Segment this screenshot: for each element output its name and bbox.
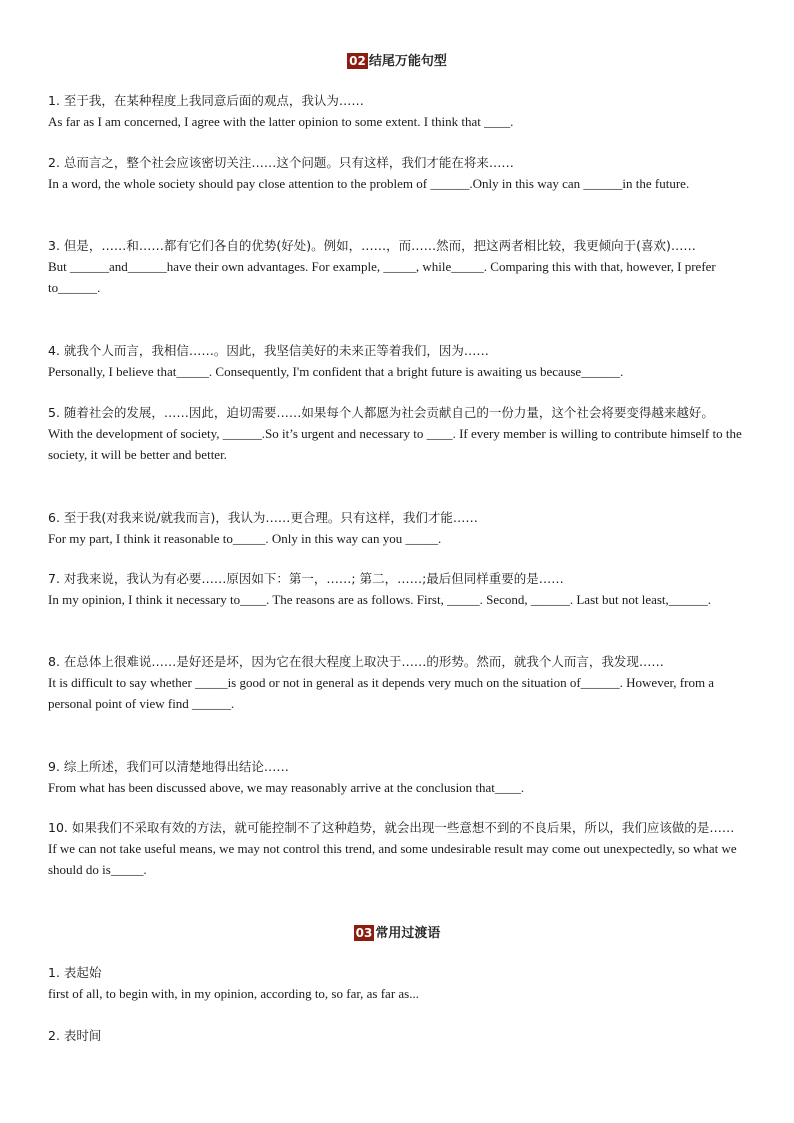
sentence-item-1: [48, 90, 748, 132]
sentence-item-2: [48, 152, 748, 194]
section-number-badge: 03: [355, 926, 373, 940]
english-text: If we can not take useful means, we may not control this trend, and some undesirable result may come out unexpectedly, so what we should do is_____.: [48, 841, 737, 877]
sentence-item-7: [48, 568, 748, 610]
chinese-text: 8. 在总体上很难说……是好还是坏，因为它在很大程度上取决于……的形势。然而，就我个人而言，我发现……: [48, 654, 664, 669]
section-heading-03: [0, 922, 794, 941]
section-heading-02: [0, 50, 794, 69]
chinese-text: 5. 随着社会的发展，……因此，迫切需要……如果每个人都愿为社会贡献自己的一份力量，这个社会将要变得越来越好。: [48, 405, 714, 420]
chinese-text: 2. 总而言之，整个社会应该密切关注……这个问题。只有这样，我们才能在将来……: [48, 155, 514, 170]
english-text: With the development of society, ______.So it’s urgent and necessary to ____. If every member is willing to contribute himself to the society, it will be better and better.: [48, 426, 742, 462]
chinese-text: 2. 表时间: [48, 1028, 102, 1043]
sentence-item-8: [48, 651, 748, 714]
english-text: first of all, to begin with, in my opinion, according to, so far, as far as...: [48, 986, 419, 1001]
sentence-item-3: [48, 235, 748, 298]
chinese-text: 3. 但是，……和……都有它们各自的优势(好处)。例如，……，而……然而，把这两者相比较，我更倾向于(喜欢)……: [48, 238, 696, 253]
chinese-text: 6. 至于我(对我来说/就我而言)，我认为……更合理。只有这样，我们才能……: [48, 510, 478, 525]
chinese-text: 1. 至于我，在某种程度上我同意后面的观点，我认为……: [48, 93, 364, 108]
sentence-item-5: [48, 402, 748, 465]
sentence-item-6: [48, 507, 748, 549]
sentence-item-10: [48, 817, 748, 880]
english-text: For my part, I think it reasonable to_____. Only in this way can you _____.: [48, 531, 442, 546]
english-text: It is difficult to say whether _____is good or not in general as it depends very much on the situation of______. However, from a personal point of view find ______.: [48, 675, 715, 711]
chinese-text: 1. 表起始: [48, 965, 102, 980]
transition-item-2: [48, 1025, 748, 1046]
english-text: Personally, I believe that_____. Consequently, I'm confident that a bright future is awaiting us because______.: [48, 364, 624, 379]
section-title: 常用过渡语: [375, 926, 441, 941]
english-text: But ______and______have their own advantages. For example, _____, while_____. Comparing this with that, however, I prefer to______.: [48, 259, 716, 295]
section-number-badge: 02: [349, 54, 366, 68]
english-text: In a word, the whole society should pay close attention to the problem of ______.Only in this way can ______in the future.: [48, 176, 690, 191]
chinese-text: 4. 就我个人而言，我相信……。因此，我坚信美好的未来正等着我们，因为……: [48, 343, 489, 358]
section-title: 结尾万能句型: [368, 54, 447, 69]
chinese-text: 7. 对我来说，我认为有必要……原因如下：第一，……; 第二，……;最后但同样重要的是……: [48, 571, 564, 586]
sentence-item-9: [48, 756, 748, 798]
english-text: From what has been discussed above, we may reasonably arrive at the conclusion that____.: [48, 780, 525, 795]
chinese-text: 9. 综上所述，我们可以清楚地得出结论……: [48, 759, 289, 774]
english-text: As far as I am concerned, I agree with the latter opinion to some extent. I think that ____.: [48, 114, 514, 129]
transition-item-1: [48, 962, 748, 1004]
chinese-text: 10. 如果我们不采取有效的方法，就可能控制不了这种趋势，就会出现一些意想不到的不良后果，所以，我们应该做的是……: [48, 820, 735, 835]
english-text: In my opinion, I think it necessary to____. The reasons are as follows. First, _____. Second, ______. Last but not least,______.: [48, 592, 712, 607]
sentence-item-4: [48, 340, 748, 382]
